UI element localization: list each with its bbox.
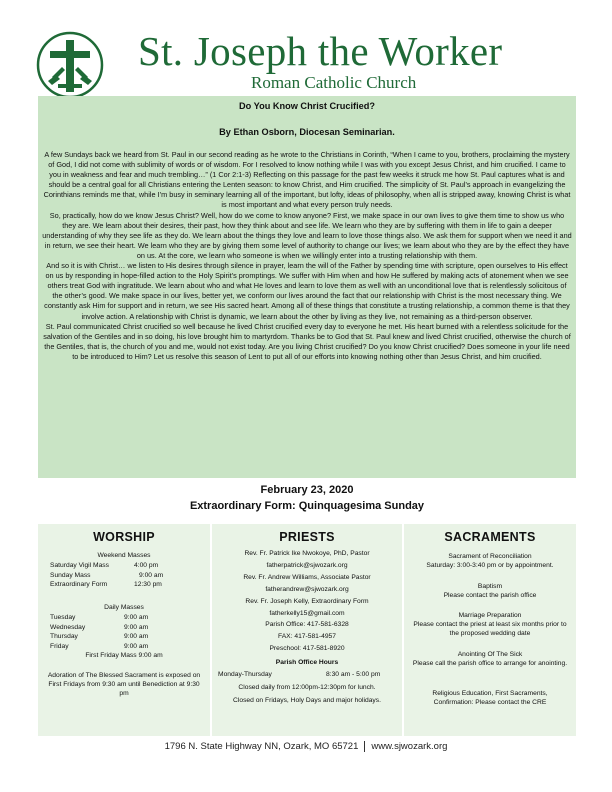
weekend-masses-heading: Weekend Masses [97, 552, 151, 559]
sacrament-text: Confirmation: Please contact the CRE [433, 699, 547, 706]
sacraments-heading: SACRAMENTS [444, 530, 536, 544]
worship-column [38, 524, 210, 736]
sacrament-text: Please contact the priest at least six months prior to the proposed wedding date [413, 621, 567, 637]
sacrament-baptism [404, 582, 576, 600]
church-subtitle: Roman Catholic Church [251, 73, 417, 92]
priests-heading: PRIESTS [279, 530, 335, 544]
schedule-time: 9:00 am [139, 571, 164, 579]
priest-email[interactable]: fatherkelly15@gmail.com [269, 609, 345, 617]
schedule-row [50, 580, 163, 590]
article-title: Do You Know Christ Crucified? [239, 101, 375, 111]
article-paragraph: So, practically, how do we know Jesus Christ? Well, how do we come to know anyone? First, we make space in our own lives to give them time to show us who they are. We learn about their desires, their past, how they think about and see life. We learn who they are by suffering with them in life to gain a deeper understanding of why they see life as they do. We learn about the things they love and learn to love those things also. We ask them for support when we need it and in return, we see their heart. We learn who they are by giving them some level of authority to change our lives; we learn about who they are by the effect they have on us. At the core, we learn who someone is when we willingly enter into a trusting relationship with them. [42, 210, 572, 260]
article-panel [38, 96, 576, 478]
schedule-row [50, 632, 148, 642]
article-paragraph: A few Sundays back we heard from St. Paul in our second reading as he wrote to the Christians in Corinth, “When I came to you, brothers, proclaiming the mystery of God, I did not come with sublimity of words or of wisdom. For I resolved to know nothing while I was with you except Jesus Christ, and him crucified. I came to you in weakness and fear and much trembling…” (1 Cor 2:1-3) Reflecting on this passage for the past few weeks it struck me how St. Paul captures what is and should be a central goal for all Christians entering the Lenten season: to know Christ, and Him crucified. The simplicity of St. Paul’s approach in evangelizing the Corinthians reminds me that, while I’m busy in seminary learning all of the important, but lofty, ideas of philosophy, when all is stripped away, knowing Christ is what is most important and what every person truly needs. [43, 150, 571, 210]
sacrament-title: Anointing Of The Sick [457, 651, 523, 658]
schedule-day: Thursday [50, 633, 78, 640]
parish-cross-logo [36, 31, 104, 99]
schedule-row [50, 642, 148, 652]
article-body [42, 150, 572, 362]
article-paragraph: And so it is with Christ… we listen to His desires through silence in prayer, learn the will of the Father by spending time with scripture, open ourselves to His effect on us by responding in hope-filled action to the Holy Spirit’s promptings. We suffer with Him when and how He suffered by making acts of atonement when we see others treat God with ingratitude. We learn about who and what He loves and learn to love them as well with an unconditional love that is relentlessly solicitous of the other’s good. We make space in our lives, better yet, we conform our lives around the fact that our relationship with Christ is the most necessary thing. We constantly ask Him for support and in return, we see His sacred heart. Among all of these things that constitute a trusting relationship, a common theme is that they involve action. A relationship with Christ is dynamic, we learn about the other by living as they live, not remaining as a third-person observer. [44, 261, 570, 321]
schedule-day: Wednesday [50, 623, 86, 631]
preschool-phone: Preschool: 417-581-8920 [269, 645, 345, 653]
first-friday-mass: First Friday Mass 9:00 am [85, 652, 163, 659]
parish-website[interactable]: www.sjwozark.org [371, 741, 448, 753]
church-name: St. Joseph the Worker [138, 28, 503, 74]
sacrament-title: Sacrament of Reconciliation [448, 553, 532, 560]
priest-email[interactable]: fatherandrew@sjwozark.org [265, 585, 349, 593]
footer-separator [364, 741, 365, 752]
weekend-schedule [50, 561, 163, 590]
date-band [38, 478, 576, 524]
schedule-time: 9:00 am [124, 623, 149, 631]
schedule-row [50, 623, 148, 633]
bulletin-date: February 23, 2020 [260, 484, 354, 496]
worship-heading: WORSHIP [93, 530, 155, 544]
schedule-day: Tuesday [50, 614, 76, 621]
schedule-day: Saturday Vigil Mass [50, 562, 109, 569]
article-author: By Ethan Osborn, Diocesan Seminarian. [219, 127, 395, 137]
sacrament-marriage [408, 611, 572, 638]
schedule-row [50, 571, 163, 581]
sacraments-column [404, 524, 576, 736]
sacrament-text: Saturday: 3:00-3:40 pm or by appointment. [426, 562, 554, 569]
parish-address: 1796 N. State Highway NN, Ozark, MO 65721 [164, 741, 359, 753]
footer [0, 741, 612, 752]
schedule-row [50, 613, 148, 623]
sacrament-text: Please call the parish office to arrange for anointing. [412, 660, 568, 667]
parish-office-phone: Parish Office: 417-581-6328 [265, 621, 349, 629]
priest-name: Rev. Fr. Andrew Williams, Associate Pastor [243, 573, 371, 581]
sacrament-anointing [408, 650, 572, 668]
adoration-note: Adoration of The Blessed Sacrament is exposed on First Fridays from 9:30 am until Benediction at 9:30 pm [47, 672, 201, 697]
sacrament-religious-education [404, 689, 576, 707]
sacrament-reconciliation [404, 552, 576, 570]
sacrament-text: Please contact the parish office [443, 592, 537, 599]
sacrament-title: Religious Education, First Sacraments, [432, 690, 548, 697]
schedule-time: 4:00 pm [134, 562, 159, 569]
sacrament-title: Marriage Preparation [458, 612, 522, 619]
office-time: 8:30 am - 5:00 pm [326, 671, 381, 678]
schedule-time: 12:30 pm [134, 581, 162, 588]
liturgical-day: Extraordinary Form: Quinquagesima Sunday [189, 500, 425, 512]
daily-masses-heading: Daily Masses [104, 604, 144, 611]
office-hours-heading: Parish Office Hours [275, 659, 339, 666]
closed-lunch-note: Closed daily from 12:00pm-12:30pm for lunch. [238, 684, 376, 691]
schedule-day: Sunday Mass [50, 571, 91, 579]
schedule-row [50, 561, 163, 571]
closed-fridays-note: Closed on Fridays, Holy Days and major holidays. [233, 697, 381, 704]
office-days: Monday-Thursday [218, 671, 272, 678]
schedule-day: Extraordinary Form [50, 581, 108, 588]
schedule-day: Friday [50, 642, 69, 650]
priest-name: Rev. Fr. Joseph Kelly, Extraordinary Form [245, 597, 369, 605]
priest-email[interactable]: fatherpatrick@sjwozark.org [266, 561, 348, 569]
schedule-time: 9:00 am [124, 642, 149, 650]
fax-number: FAX: 417-581-4957 [278, 633, 336, 641]
priest-contacts [212, 548, 402, 655]
priest-name: Rev. Fr. Patrick Ike Nwokoye, PhD, Pastor [244, 550, 370, 557]
sacrament-title: Baptism [477, 583, 503, 590]
article-paragraph: St. Paul communicated Christ crucified so well because he lived Christ crucified every day to everyone he met. His heart burned with a relentless solicitude for the salvation of the Gentiles and in so doing, his love brought him to martyrdom. Thanks be to God that St. Paul knew and lived Christ crucified, otherwise the church of the Gentiles, that is, the church of you and me, would not exist today. Are you living Christ crucified? Do you know Christ crucified? Does someone in your life need to be introduced to Him? Let us resolve this season of Lent to put all of our efforts into knowing nothing other than Jesus Christ, and him crucified. [43, 321, 571, 361]
schedule-time: 9:00 am [124, 614, 149, 621]
daily-schedule [50, 613, 148, 651]
priests-column [212, 524, 402, 736]
schedule-time: 9:00 am [124, 633, 149, 640]
